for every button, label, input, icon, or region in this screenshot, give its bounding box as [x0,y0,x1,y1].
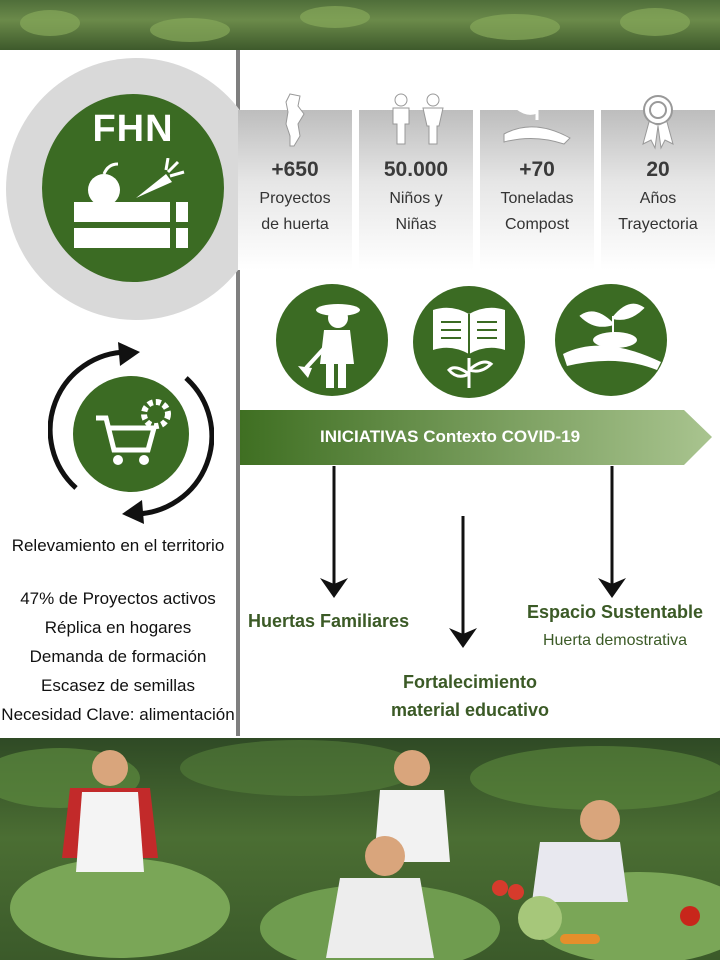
logo-text: FHN [92,108,174,150]
cart-cycle-icon [48,338,214,528]
stat-label: Años Trayectoria [618,190,698,233]
finding-item: 47% de Proyectos activos [20,589,216,608]
stat-card-ninos [359,110,473,270]
top-garden-photo [0,0,720,50]
arrow-down-espacio [596,466,628,600]
hand-seedling-icon [555,284,667,396]
arrow-down-huertas [318,466,350,600]
stat-value: +70 [519,158,555,181]
stat-card-anos [601,110,715,270]
fortalecimiento-label: Fortalecimiento [402,672,538,692]
huertas-familiares-label: Huertas Familiares [248,611,410,631]
argentina-map-icon [238,90,352,150]
survey-title: Relevamiento en el territorio [11,536,225,555]
stat-label: Proyectos de huerta [259,190,331,233]
stat-card-proyectos [238,110,352,270]
hand-plant-icon [480,90,594,150]
stat-label: Toneladas Compost [500,190,574,233]
survey-findings [0,584,236,729]
gardener-icon [276,284,388,396]
espacio-sustentable-label: Espacio Sustentable [526,602,704,622]
stat-card-compost [480,110,594,270]
book-plant-icon [413,286,525,398]
stat-value: 50.000 [383,158,449,181]
stat-value: +650 [271,158,319,181]
children-garden-photo [0,738,720,960]
arrow-down-fortalecimiento [447,516,479,650]
finding-item: Demanda de formación [29,647,207,666]
finding-item: Necesidad Clave: alimentación [1,705,235,724]
huerta-demostrativa-label: Huerta demostrativa [542,632,688,649]
banner-title: INICIATIVAS Contexto COVID-19 [319,427,581,446]
material-educativo-label: material educativo [390,700,550,720]
stat-value: 20 [646,158,670,181]
finding-item: Réplica en hogares [44,618,192,637]
stat-label: Niños y Niñas [389,190,443,233]
children-icon [359,90,473,150]
award-ribbon-icon [601,90,715,150]
finding-item: Escasez de semillas [40,676,195,695]
fruit-crate-icon [70,158,192,254]
